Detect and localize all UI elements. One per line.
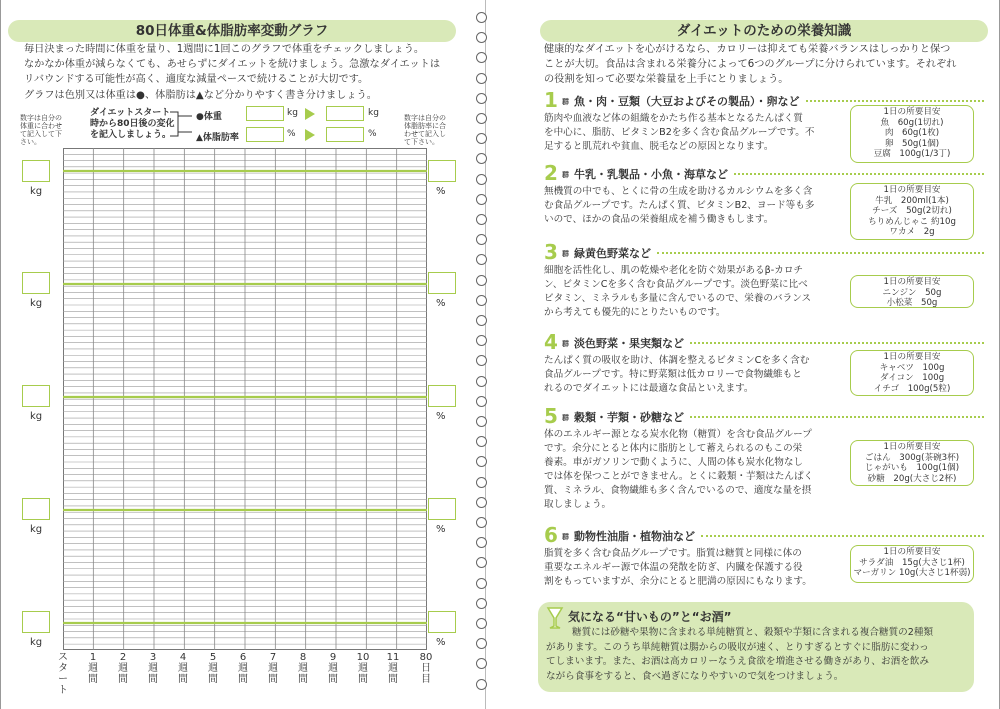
x-label-char: 8 <box>299 652 307 663</box>
body-line: 食品グループです。特に野菜類は低カロリーで食物繊維もと <box>544 369 802 380</box>
body-line: む食品グループです。たんぱく質、ビタミンB2、ヨード等も多 <box>544 200 815 211</box>
ring-hole <box>476 578 487 589</box>
body-line: 取しましょう。 <box>544 499 612 510</box>
daily-amount-item: 砂糖 20g(大さじ2杯) <box>867 473 957 484</box>
title-dots <box>701 535 984 537</box>
ring-hole <box>476 315 487 326</box>
x-label-char: 1 <box>89 652 97 663</box>
ring-hole <box>476 234 487 245</box>
note-line: わせて記入し <box>404 130 446 138</box>
x-label-char: 2 <box>119 652 127 663</box>
x-label-char: 3 <box>149 652 157 663</box>
body-line: を中心に、脂肪、ビタミンB2を多く含む食品グループです。不 <box>544 127 815 138</box>
daily-amount-box <box>850 275 974 308</box>
x-label-char: ト <box>58 685 68 696</box>
start-label <box>90 108 175 141</box>
x-label <box>296 652 310 685</box>
daily-amount-title: 1日の所要目安 <box>883 442 941 452</box>
body-line: てしまいます。また、お酒は高カロリーなうえ食欲を増進させる働きがあり、お酒を飲み <box>546 656 929 667</box>
weight-scale-input[interactable] <box>22 385 50 407</box>
daily-amount-title: 1日の所要目安 <box>883 277 941 287</box>
ring-hole <box>476 153 487 164</box>
x-label-char: 6 <box>239 652 247 663</box>
x-label-char: 9 <box>329 652 337 663</box>
fat-scale-input[interactable] <box>428 611 456 633</box>
ring-hole <box>476 73 487 84</box>
start-label-line: 時から80日後の変化 <box>90 119 175 129</box>
group-title: 淡色野菜・果実類など <box>574 337 684 350</box>
body-line: いので、ほかの食品の栄養組成を補う働きもします。 <box>544 214 774 225</box>
unit-kg: kg <box>30 298 43 309</box>
body-line: ながら食事をすると、食べ過ぎになりやすいので気をつけましょう。 <box>546 670 844 682</box>
note-line: て下さい。 <box>404 138 439 146</box>
intro-line: 毎日決まった時間に体重を量り、1週間に1回このグラフで体重をチェックしましょう。 <box>24 44 425 55</box>
title-dots <box>690 342 984 344</box>
group-label: 群 <box>562 533 569 541</box>
intro-line: なかなか体重が減らなくても、あせらずにダイエットを続けましょう。急激なダイエットは <box>24 59 441 71</box>
x-label-char: 10 <box>356 652 370 663</box>
group-label: 群 <box>562 340 569 348</box>
group-title: 動物性油脂・植物油など <box>574 530 695 543</box>
daily-amount-item: ダイコン 100g <box>879 373 945 383</box>
ring-hole <box>476 497 487 508</box>
body-line: では体を保つことができません。とくに穀類・芋類はたんぱく <box>544 471 814 482</box>
daily-amount-item: ちりめんじゃこ 約10g <box>868 216 956 227</box>
x-label <box>116 652 130 685</box>
body-line: 無機質の中でも、とくに骨の生成を助けるカルシウムを多く含 <box>544 186 813 197</box>
intro-line: グラフは色別又は体重は●、体脂肪は▲など分かりやすく書き分けましょう。 <box>24 89 377 101</box>
title-dots <box>806 100 984 102</box>
group-number: 6 <box>544 523 558 547</box>
x-label <box>386 652 400 685</box>
ring-hole <box>476 376 487 387</box>
unit-kg: kg <box>30 637 43 648</box>
x-label-char: 4 <box>179 652 187 663</box>
weight-note <box>20 114 70 146</box>
daily-amount-item: キャベツ 100g <box>879 362 945 373</box>
body-line: 養素。車がガソリンで動くように、人間の体も炭水化物なし <box>544 457 804 468</box>
x-label-char: 5 <box>209 652 217 663</box>
x-label-char: ー <box>58 674 68 685</box>
group-body <box>544 112 844 154</box>
bottom-body <box>546 626 970 684</box>
body-line: ン、ビタミンCを多く含む食品グループです。淡色野菜に比べ <box>544 279 808 290</box>
x-label-char: 間 <box>388 674 398 685</box>
body-line: から考えても優先的にとりたいものです。 <box>544 307 726 318</box>
arrow-icon <box>305 108 315 120</box>
title-dots <box>690 416 984 418</box>
daily-amount-item: サラダ油 15g(大さじ1杯) <box>859 557 965 568</box>
x-label-char: 7 <box>269 652 277 663</box>
unit-pct: % <box>368 129 377 139</box>
group-label: 群 <box>562 171 569 179</box>
unit-kg: kg <box>30 524 43 535</box>
ring-hole <box>476 618 487 629</box>
legend-weight: ●体重 <box>196 112 222 122</box>
unit-pct: % <box>436 411 446 422</box>
x-label-char: 間 <box>358 674 368 685</box>
bracket-icon <box>168 110 198 140</box>
group-title: 穀類・芋類・砂糖など <box>574 411 684 424</box>
body-line: 脂質を多く含む食品グループです。脂質は糖質と同様に体の <box>544 548 802 559</box>
body-line: 細胞を活性化し、肌の乾燥や老化を防ぐ効果があるβ-カロチ <box>544 265 804 276</box>
daily-amount-title: 1日の所要目安 <box>883 107 941 117</box>
daily-amount-item: ワカメ 2g <box>889 227 935 237</box>
x-label-char: 80 <box>419 652 433 663</box>
fat-scale-input[interactable] <box>428 385 456 407</box>
x-label <box>326 652 340 685</box>
intro-line: 健康的なダイエットを心がけるなら、カロリーは抑えても栄養バランスはしっかりと保つ <box>544 44 951 55</box>
ring-hole <box>476 254 487 265</box>
title-dots <box>734 173 984 175</box>
unit-kg: kg <box>30 186 43 197</box>
weight-scale-input[interactable] <box>22 272 50 294</box>
daily-amount-title: 1日の所要目安 <box>883 352 941 362</box>
ring-hole <box>476 214 487 225</box>
daily-amount-item: チーズ 50g(2切れ) <box>872 206 952 216</box>
group-body <box>544 354 844 396</box>
group-number: 2 <box>544 161 558 185</box>
x-label <box>56 652 70 696</box>
daily-amount-box <box>850 350 974 396</box>
x-label-char: 週 <box>118 663 128 674</box>
daily-amount-item: 牛乳 200ml(1本) <box>875 195 949 206</box>
daily-amount-item: マーガリン 10g(大さじ1杯弱) <box>853 568 971 578</box>
ring-hole <box>476 113 487 124</box>
fat-start-input[interactable] <box>246 127 284 142</box>
ring-hole <box>476 477 487 488</box>
group-body <box>544 185 844 227</box>
group-title: 緑黄色野菜など <box>574 247 651 260</box>
x-label-char: 間 <box>88 674 98 685</box>
ring-hole <box>476 416 487 427</box>
daily-amount-box <box>850 440 974 486</box>
group-label: 群 <box>562 414 569 422</box>
x-label-char: 11 <box>386 652 400 663</box>
body-line: があります。このうち単純糖質は腸からの吸収が速く、とりすぎるとすぐに脂肪に変わっ <box>546 641 929 653</box>
x-label-char: 間 <box>208 674 218 685</box>
weight-start-input[interactable] <box>246 106 284 121</box>
x-label <box>176 652 190 685</box>
x-label-char: 間 <box>118 674 128 685</box>
body-line: 足すると肌荒れや貧血、脱毛などの原因となります。 <box>544 141 774 152</box>
note-line: 数字は自分の <box>20 114 62 122</box>
ring-hole <box>476 396 487 407</box>
x-label-char: 週 <box>148 663 158 674</box>
daily-amount-item: じゃがいも 100g(1個) <box>864 463 960 473</box>
ring-hole <box>476 275 487 286</box>
fat-scale-input[interactable] <box>428 272 456 294</box>
intro-line: リバウンドする可能性が高く、適度な減量ペースで続けることが大切です。 <box>24 74 369 86</box>
weight-scale-input[interactable] <box>22 498 50 520</box>
group-body <box>544 428 844 512</box>
ring-hole <box>476 295 487 306</box>
daily-amount-item: 豆腐 100g(1/3丁) <box>873 149 951 159</box>
x-label-char: 週 <box>388 663 398 674</box>
x-label-char: 間 <box>238 674 248 685</box>
right-title: ダイエットのための栄養知識 <box>540 20 988 42</box>
group-title: 牛乳・乳製品・小魚・海草など <box>574 168 728 181</box>
x-label <box>416 652 436 685</box>
x-label-char: 間 <box>328 674 338 685</box>
x-label-char: 週 <box>88 663 98 674</box>
body-line: 割をもっていますが、余分にとると肥満の原因にもなります。 <box>544 576 812 587</box>
arrow-icon <box>305 129 315 141</box>
intro-line: ことが大切。食品は含まれる栄養分によって6つのグループに分けられています。それぞれ <box>544 59 957 71</box>
legend-fat: ▲体脂肪率 <box>196 133 239 143</box>
fat-end-input[interactable] <box>326 127 364 142</box>
weight-end-input[interactable] <box>326 106 364 121</box>
daily-amount-item: 肉 60g(1枚) <box>884 128 940 138</box>
x-label <box>86 652 100 685</box>
note-line: 体脂肪率に合 <box>404 122 446 130</box>
body-line: 重要なエネルギー源で体温の発散を防ぎ、内臓を保護する役 <box>544 562 803 573</box>
body-line: ビタミン、ミネラルも多量に含んでいるので、栄養のバランス <box>544 293 812 304</box>
group-number: 3 <box>544 240 558 264</box>
ring-hole <box>476 194 487 205</box>
x-label-char: 週 <box>268 663 278 674</box>
ring-hole <box>476 557 487 568</box>
unit-kg: kg <box>287 108 298 118</box>
group-body <box>544 264 844 320</box>
unit-pct: % <box>436 524 446 535</box>
intro-line: の役割を知って必要な栄養量を上手にとりましょう。 <box>544 74 789 86</box>
bottom-title: 気になる“甘いもの”と“お酒” <box>568 610 732 624</box>
body-line: です。余分にとると体内に脂肪として蓄えられるのもこの栄 <box>544 443 803 454</box>
left-title: 80日体重&体脂肪率変動グラフ <box>8 20 456 42</box>
unit-pct: % <box>436 637 446 648</box>
left-page <box>0 0 486 709</box>
unit-kg: kg <box>368 108 379 118</box>
ring-hole <box>476 517 487 528</box>
right-intro <box>544 42 994 88</box>
graph-grid[interactable] <box>63 148 427 650</box>
x-label <box>206 652 220 685</box>
daily-amount-item: 卵 50g(1個) <box>884 138 940 149</box>
note-line: 体重に合わせ <box>20 122 62 130</box>
x-label <box>146 652 160 685</box>
sweets-alcohol-box <box>538 602 974 692</box>
ring-hole <box>476 598 487 609</box>
daily-amount-item: ニンジン 50g <box>882 287 942 298</box>
note-line: て記入して下 <box>20 130 62 138</box>
fat-scale-input[interactable] <box>428 160 456 182</box>
ring-hole <box>476 335 487 346</box>
x-label-char: 週 <box>178 663 188 674</box>
body-line: 質、ミネラル、食物繊維も多く含んでいるので、適度な量を摂 <box>544 485 812 496</box>
daily-amount-box <box>850 105 974 163</box>
group-number: 4 <box>544 330 558 354</box>
ring-hole <box>476 93 487 104</box>
ring-hole <box>476 12 487 23</box>
x-label-char: 週 <box>358 663 368 674</box>
x-label-char: 週 <box>298 663 308 674</box>
x-label <box>356 652 370 685</box>
weight-scale-input[interactable] <box>22 160 50 182</box>
unit-pct: % <box>436 298 446 309</box>
unit-pct: % <box>436 186 446 197</box>
unit-kg: kg <box>30 411 43 422</box>
x-label-char: 間 <box>178 674 188 685</box>
x-label-char: ス <box>58 652 68 663</box>
left-intro <box>24 42 464 103</box>
ring-hole <box>476 679 487 690</box>
group-label: 群 <box>562 250 569 258</box>
ring-hole <box>476 355 487 366</box>
x-label-char: 日 <box>421 663 431 674</box>
body-line: 体のエネルギー源となる炭水化物（糖質）を含む食品グループ <box>544 429 812 440</box>
weight-scale-input[interactable] <box>22 611 50 633</box>
x-label-char: タ <box>58 663 68 674</box>
daily-amount-box <box>850 545 974 583</box>
daily-amount-item: 小松菜 50g <box>886 298 938 308</box>
ring-hole <box>476 174 487 185</box>
note-line: さい。 <box>20 138 41 146</box>
ring-hole <box>476 52 487 63</box>
group-label: 群 <box>562 98 569 106</box>
ring-hole <box>476 638 487 649</box>
body-line: 筋肉や血液など体の組織をかたち作る基本となるたんぱく質 <box>544 113 804 124</box>
ring-hole <box>476 456 487 467</box>
x-label-char: 週 <box>328 663 338 674</box>
x-label-char: 週 <box>208 663 218 674</box>
daily-amount-title: 1日の所要目安 <box>883 547 941 557</box>
ring-hole <box>476 658 487 669</box>
group-body <box>544 547 844 589</box>
group-number: 1 <box>544 88 558 112</box>
x-label-char: 週 <box>238 663 248 674</box>
x-label-char: 目 <box>421 674 431 685</box>
x-label <box>236 652 250 685</box>
daily-amount-title: 1日の所要目安 <box>883 185 941 195</box>
x-label-char: 間 <box>298 674 308 685</box>
unit-pct: % <box>287 129 296 139</box>
ring-hole <box>476 32 487 43</box>
ring-hole <box>476 436 487 447</box>
fat-note <box>404 114 458 146</box>
body-line: 糖質には砂糖や果物に含まれる単純糖質と、穀類や芋類に含まれる複合糖質の2種類 <box>572 627 934 638</box>
body-line: たんぱく質の吸収を助け、体調を整えるビタミンCを多く含む <box>544 355 810 366</box>
group-number: 5 <box>544 404 558 428</box>
body-line: れるのでダイエットには最適な食品といえます。 <box>544 383 754 394</box>
ring-hole <box>476 133 487 144</box>
note-line: 数字は自分の <box>404 114 446 122</box>
group-title: 魚・肉・豆類（大豆およびその製品）・卵など <box>574 95 800 108</box>
ring-hole <box>476 537 487 548</box>
start-label-line: ダイエットスタート <box>90 108 171 118</box>
daily-amount-box <box>850 183 974 240</box>
daily-amount-item: 魚 60g(1切れ) <box>880 117 944 128</box>
x-label <box>266 652 280 685</box>
x-label-char: 間 <box>268 674 278 685</box>
daily-amount-item: ごはん 300g(茶碗3杯) <box>864 452 960 463</box>
x-label-char: 間 <box>148 674 158 685</box>
fat-scale-input[interactable] <box>428 498 456 520</box>
title-dots <box>657 252 984 254</box>
daily-amount-item: イチゴ 100g(5粒) <box>873 383 951 394</box>
start-label-line: を記入しましょう。 <box>90 130 172 140</box>
